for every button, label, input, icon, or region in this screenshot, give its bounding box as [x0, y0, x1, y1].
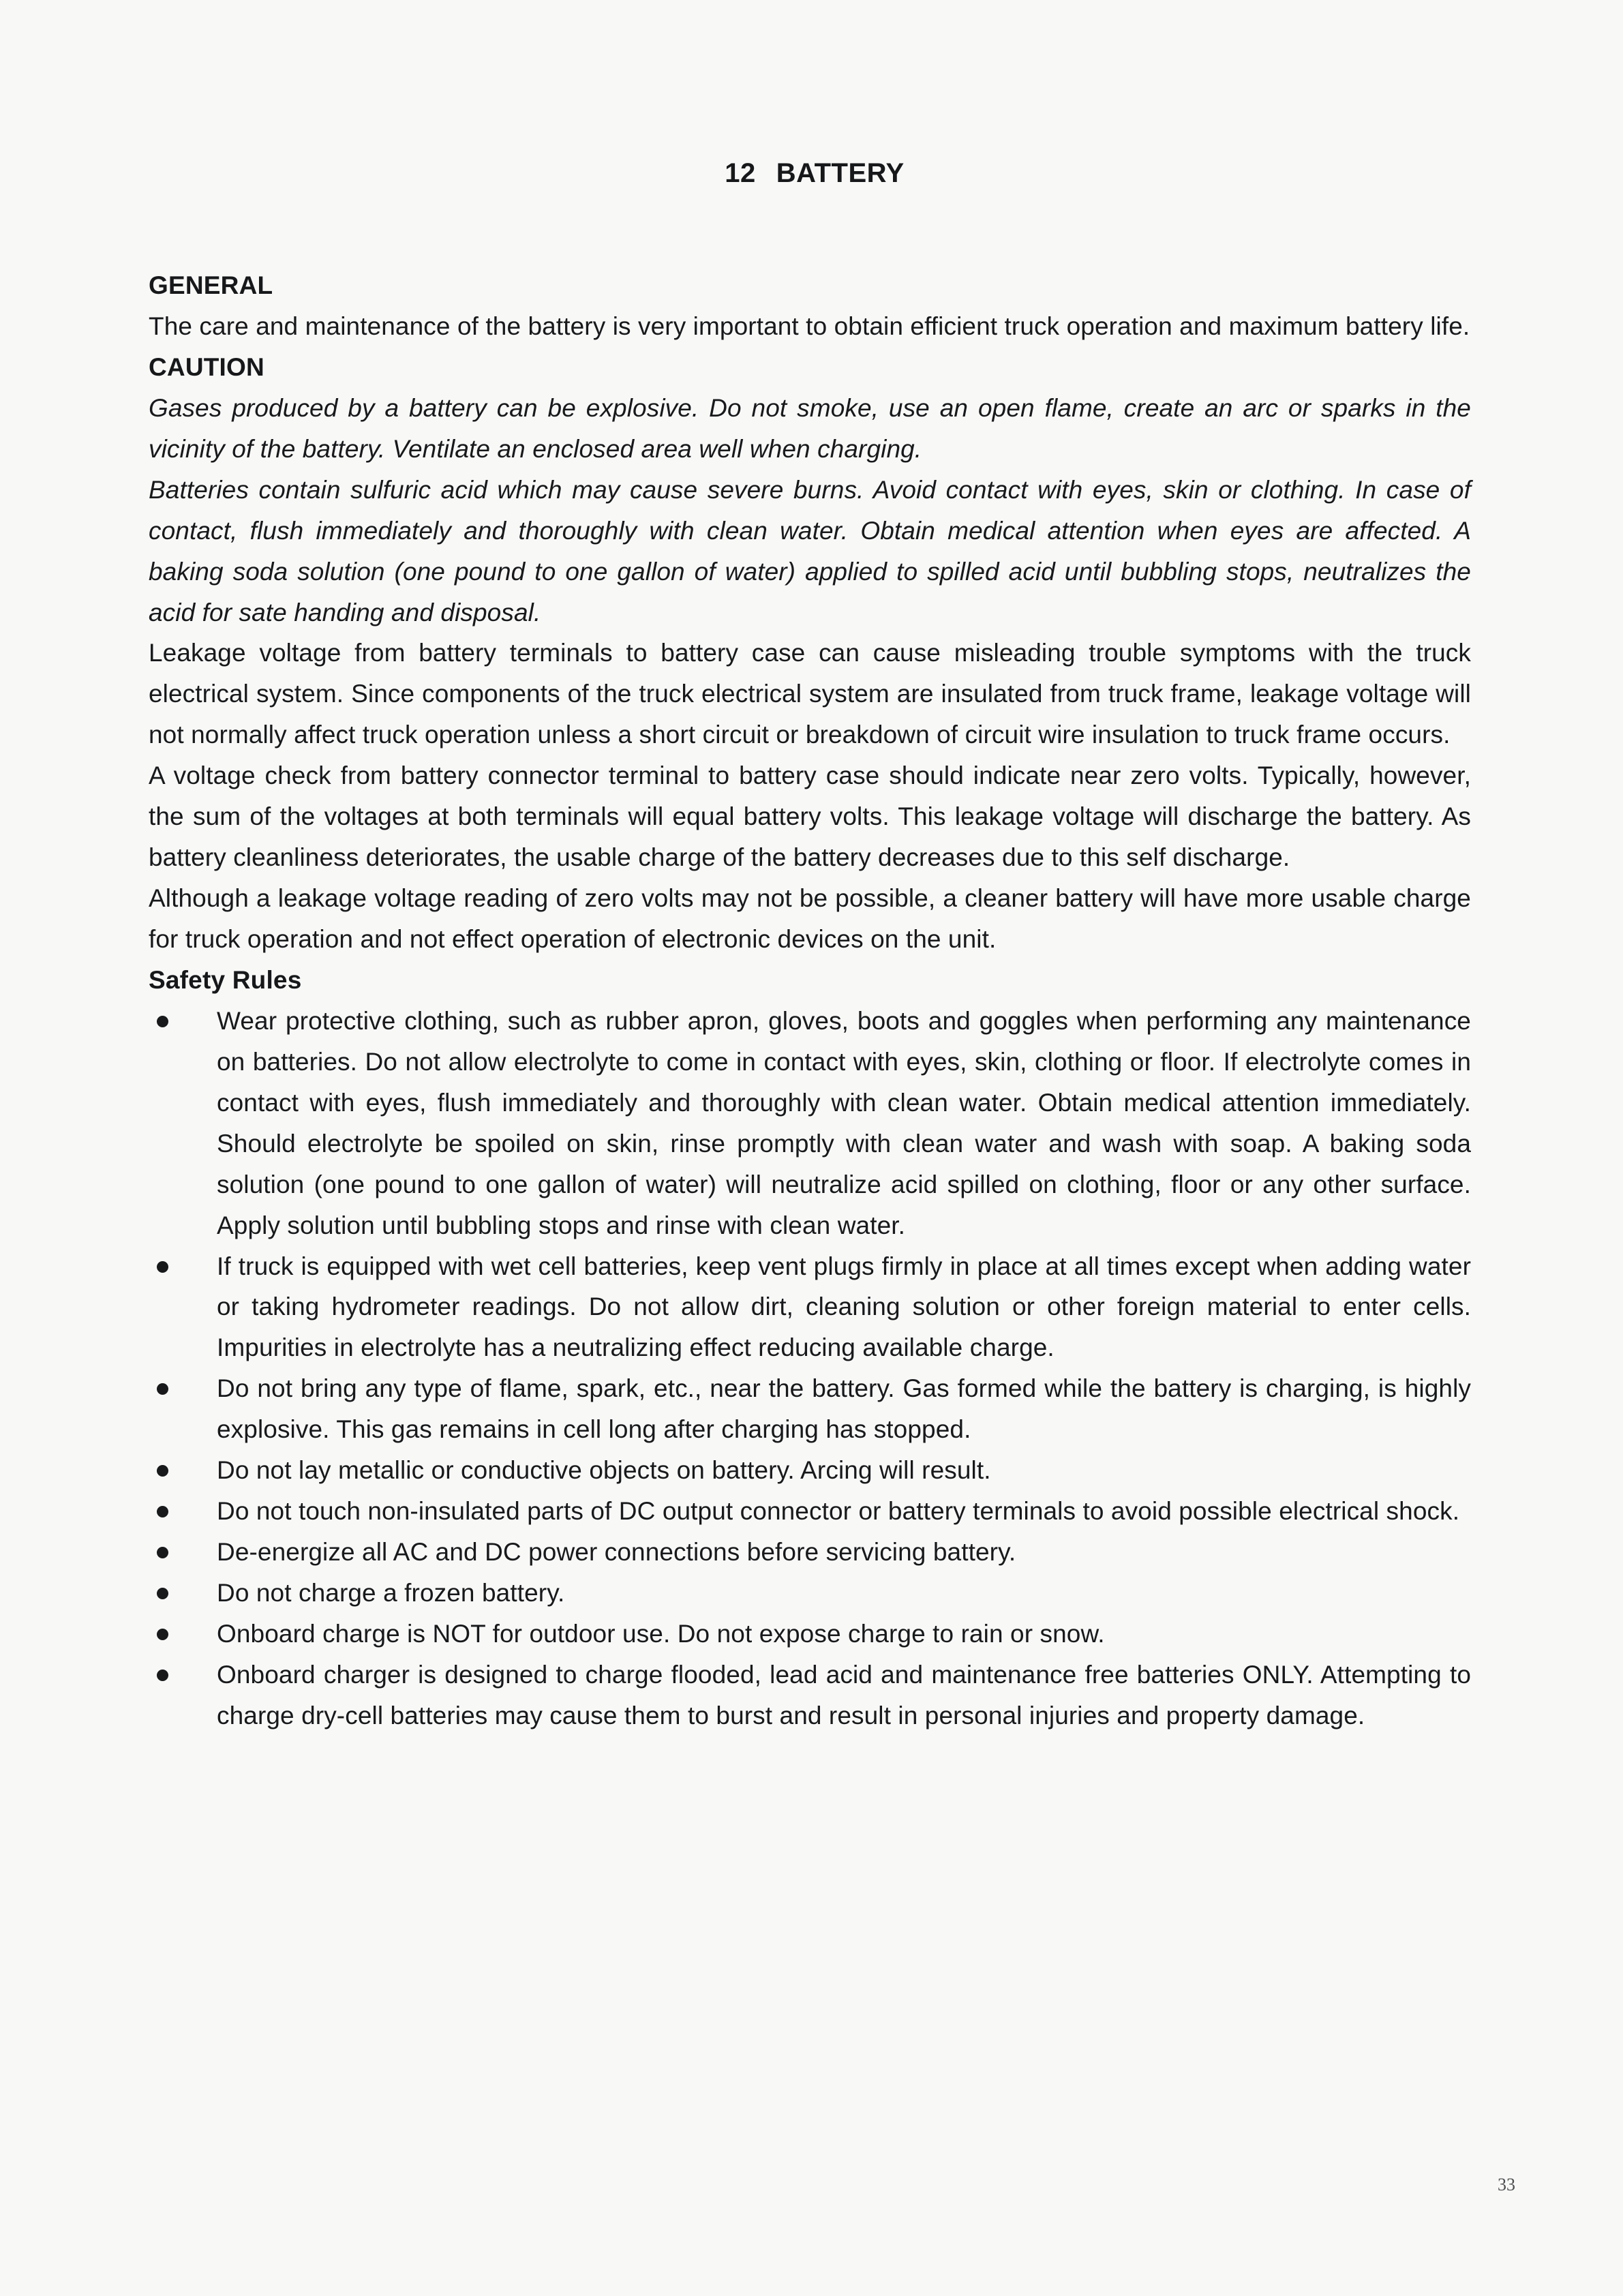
safety-rules-list — [149, 1001, 1471, 1736]
list-item — [149, 1532, 1471, 1573]
bullet-dot-icon — [157, 1016, 168, 1027]
list-item-text: Wear protective clothing, such as rubber apron, gloves, boots and goggles when performing any maintenance on batteries. Do not allow electrolyte to come in contact with eyes, skin, clothing or floor. If electrolyte comes in contact with eyes, flush immediately and thoroughly with clean water. Obtain medical attention immediately. Should electrolyte be spoiled on skin, rinse promptly with clean water and wash with soap. A baking soda solution (one pound to one gallon of water) will neutralize acid spilled on clothing, floor or any other surface. Apply solution until bubbling stops and rinse with clean water. — [217, 1006, 1471, 1239]
bullet-dot-icon — [157, 1670, 168, 1681]
bullet-dot-icon — [157, 1629, 168, 1640]
list-item-text: Do not bring any type of flame, spark, etc., near the battery. Gas formed while the battery is charging, is highly explosive. This gas remains in cell long after charging has stopped. — [217, 1374, 1471, 1444]
bullet-dot-icon — [157, 1588, 168, 1599]
bullet-dot-icon — [157, 1547, 168, 1558]
voltage-check-paragraph: A voltage check from battery connector terminal to battery case should indicate near zero volts. Typically, however, the sum of the voltages at both terminals will equal battery volts. This leakage voltage will discharge the battery. As battery cleanliness deteriorates, the usable charge of the battery decreases due to this self discharge. — [149, 761, 1471, 872]
list-item — [149, 1001, 1471, 1246]
page-number: 33 — [1498, 2175, 1515, 2194]
list-item-text: Do not charge a frozen battery. — [217, 1579, 565, 1607]
list-item-text: Do not touch non-insulated parts of DC output connector or battery terminals to avoid possible electrical shock. — [217, 1497, 1460, 1526]
list-item-text: Onboard charge is NOT for outdoor use. Do not expose charge to rain or snow. — [217, 1619, 1105, 1648]
leakage-paragraph: Leakage voltage from battery terminals to battery case can cause misleading trouble symptoms with the truck electrical system. Since components of the truck electrical system are insulated from truck frame, leakage voltage will not normally affect truck operation unless a short circuit or breakdown of circuit wire insulation to truck frame occurs. — [149, 639, 1471, 749]
list-item — [149, 1368, 1471, 1450]
list-item — [149, 1614, 1471, 1655]
list-item — [149, 1655, 1471, 1736]
list-item-text: If truck is equipped with wet cell batteries, keep vent plugs firmly in place at all times except when adding water or taking hydrometer readings. Do not allow dirt, cleaning solution or other foreign material to enter cells. Impurities in electrolyte has a neutralizing effect reducing available charge. — [217, 1252, 1471, 1362]
bullet-dot-icon — [157, 1261, 168, 1273]
list-item — [149, 1491, 1471, 1532]
list-item — [149, 1246, 1471, 1369]
list-item-text: Do not lay metallic or conductive objects on battery. Arcing will result. — [217, 1456, 991, 1485]
bullet-dot-icon — [157, 1506, 168, 1517]
page-title — [149, 158, 1471, 189]
page-content — [149, 158, 1471, 1736]
general-heading: GENERAL — [149, 271, 273, 299]
list-item-text: Onboard charger is designed to charge flooded, lead acid and maintenance free batteries ONLY. Attempting to charge dry-cell batteries may cause them to burst and result in personal injuries and property damage. — [217, 1660, 1471, 1729]
chapter-number: 12 — [725, 158, 756, 188]
caution-paragraph-1: Gases produced by a battery can be explosive. Do not smoke, use an open flame, create an arc or sparks in the vicinity of the battery. Ventilate an enclosed area well when charging. — [149, 393, 1471, 463]
chapter-title: BATTERY — [776, 158, 905, 188]
caution-paragraph-2: Batteries contain sulfuric acid which may cause severe burns. Avoid contact with eyes, skin or clothing. In case of contact, flush immediately and thoroughly with clean water. Obtain medical attention when eyes are affected. A baking soda solution (one pound to one gallon of water) applied to spilled acid until bubbling stops, neutralizes the acid for sate handing and disposal. — [149, 475, 1471, 626]
general-paragraph: The care and maintenance of the battery is very important to obtain efficient truck operation and maximum battery life. — [149, 312, 1470, 340]
caution-heading: CAUTION — [149, 352, 264, 381]
bullet-dot-icon — [157, 1465, 168, 1477]
list-item — [149, 1450, 1471, 1491]
although-paragraph: Although a leakage voltage reading of zero volts may not be possible, a cleaner battery will have more usable charge for truck operation and not effect operation of electronic devices on the unit. — [149, 884, 1471, 953]
bullet-dot-icon — [157, 1383, 168, 1395]
list-item — [149, 1573, 1471, 1614]
list-item-text: De-energize all AC and DC power connections before servicing battery. — [217, 1538, 1016, 1567]
safety-rules-heading: Safety Rules — [149, 965, 302, 994]
